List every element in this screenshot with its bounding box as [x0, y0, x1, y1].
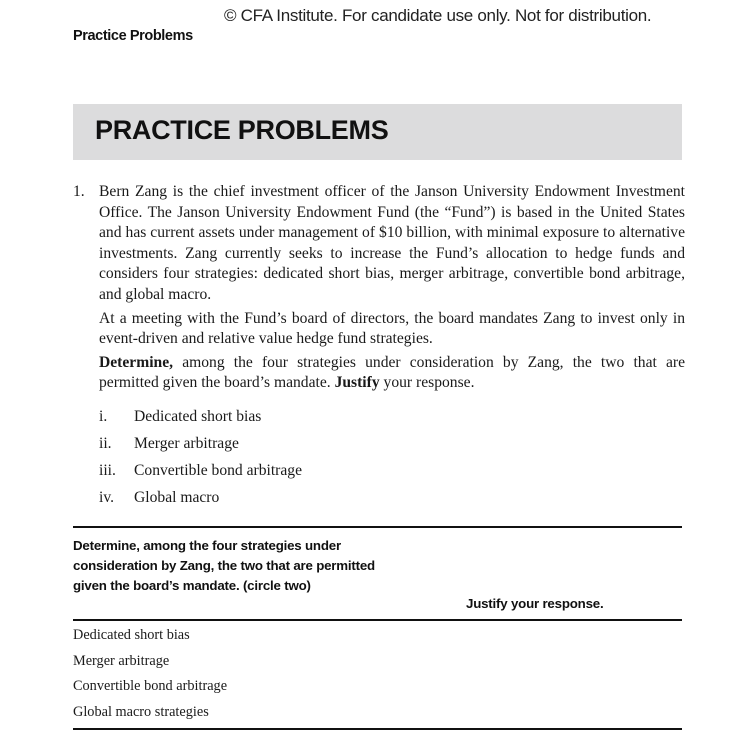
problem-number: 1.	[73, 183, 85, 200]
copyright-notice: © CFA Institute. For candidate use only. Not for distribution.	[224, 6, 652, 25]
table-bottom-rule	[73, 728, 682, 730]
table-header-determine: Determine, among the four strategies under consideration by Zang, the two that are permitted given the board’s mandate. (circle two)	[73, 538, 375, 593]
table-header-rule	[73, 619, 682, 621]
option-numeral: iv.	[99, 489, 115, 506]
option-label: Global macro	[134, 489, 220, 506]
problem-1	[73, 182, 685, 397]
option-label: Convertible bond arbitrage	[134, 462, 303, 479]
table-header-justify: Justify your response.	[466, 596, 604, 611]
option-item	[99, 408, 302, 435]
option-item	[99, 489, 302, 516]
problem-body	[99, 182, 685, 394]
option-label: Dedicated short bias	[134, 408, 262, 425]
strategy-options-list	[99, 408, 302, 516]
table-row[interactable]: Dedicated short bias	[73, 627, 190, 643]
determine-text: among the four strategies under consideration by Zang, the two that are permitted given the board’s mandate.	[99, 353, 685, 392]
justify-keyword: Justify	[334, 374, 380, 392]
problem-paragraph-scenario: Bern Zang is the chief investment officer of the Janson University Endowment Investment Office. The Janson University Endowment Fund (the “Fund”) is based in the United States and has current assets under management of $10 billion, with minimal exposure to alternative investments. Zang currently seeks to increase the Fund’s allocation to hedge funds and considers four strategies: dedicated short bias, merger arbitrage, convertible bond arbitrage, and global macro.	[99, 183, 685, 303]
running-head: Practice Problems	[73, 28, 193, 44]
section-banner	[73, 104, 682, 160]
justify-text: your response.	[379, 374, 475, 392]
table-row[interactable]: Global macro strategies	[73, 703, 209, 720]
table-top-rule	[73, 526, 682, 528]
option-label: Merger arbitrage	[134, 435, 239, 452]
option-item	[99, 462, 302, 489]
option-item	[99, 435, 302, 462]
table-row[interactable]: Convertible bond arbitrage	[73, 678, 228, 694]
option-numeral: i.	[99, 408, 108, 425]
option-numeral: iii.	[99, 462, 116, 479]
determine-keyword: Determine,	[99, 353, 174, 371]
problem-paragraph-mandate: At a meeting with the Fund’s board of directors, the board mandates Zang to invest only in event-driven and relative value hedge fund strategies.	[99, 309, 685, 348]
option-numeral: ii.	[99, 435, 112, 452]
table-row[interactable]: Merger arbitrage	[73, 652, 170, 669]
section-title: PRACTICE PROBLEMS	[95, 115, 389, 145]
answer-table-body	[73, 627, 227, 729]
problem-instruction	[99, 353, 685, 394]
